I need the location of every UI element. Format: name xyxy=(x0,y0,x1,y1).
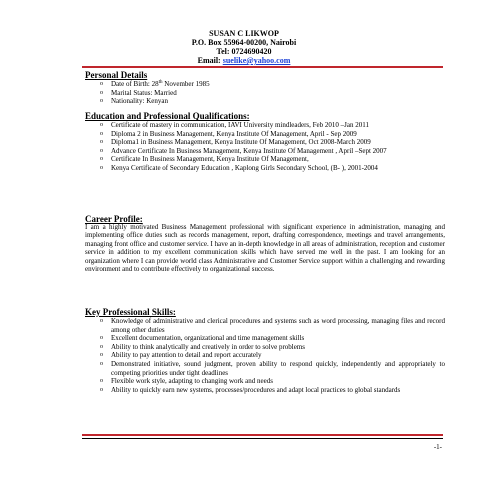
header-divider xyxy=(82,66,443,68)
personal-details-list xyxy=(100,80,445,106)
email-label: Email: xyxy=(197,56,221,65)
candidate-name: SUSAN C LIKWOP xyxy=(209,29,279,38)
skills-heading: Key Professional Skills: xyxy=(85,307,176,317)
email-link[interactable]: suelike@yahoo.com xyxy=(222,56,291,65)
list-item: o Certificate In Business Management, Kenya Institute Of Management, xyxy=(100,155,309,164)
education-list xyxy=(100,121,445,173)
list-item: o Marital Status: Married xyxy=(100,88,177,97)
education-heading: Education and Professional Qualifications: xyxy=(85,111,250,121)
list-item: o Knowledge of administrative and clerical procedures and systems such as word processing, managing files and record among other duties xyxy=(100,317,445,334)
bullet-icon: o xyxy=(100,386,103,393)
bullet-icon: o xyxy=(100,147,103,154)
list-item: o Diploma 2 in Business Management, Kenya Institute Of Management, April - Sep 2009 xyxy=(100,129,357,138)
career-profile-text: I am a highly motivated Business Management professional with significant experience in administration, managing and implementing office duties such as records management, report, drafting correspondence, meetings and travel arrangements, managing front office and customer service. I have an in-depth knowledge in all areas of administration, reception and customer service in addition to my excellent communication skills which have served me well in the past. I am looking for an organization where I can provide world class Administrative and Customer Service support within a challenging and rewarding environment and to contribute effectively to organizational success. xyxy=(85,223,445,274)
telephone: Tel: 0724690420 xyxy=(216,47,272,56)
footer-divider xyxy=(82,434,443,439)
bullet-icon: o xyxy=(100,81,103,87)
list-item: o Date of Birth: 28th November 1985 xyxy=(100,80,210,88)
bullet-icon: o xyxy=(100,318,103,324)
personal-details-heading: Personal Details xyxy=(85,70,148,80)
bullet-icon: o xyxy=(100,139,103,146)
postal-address: P.O. Box 55964-00200, Nairobi xyxy=(191,38,297,47)
bullet-icon: o xyxy=(100,360,103,367)
bullet-icon: o xyxy=(100,130,103,137)
list-item: o Demonstrated initiative, sound judgment, proven ability to respond quickly, independently and appropriately to competing priorities under tight deadlines xyxy=(100,359,445,377)
list-item: o Ability to pay attention to detail and report accurately xyxy=(100,351,262,360)
career-profile-heading: Career Profile: xyxy=(85,214,143,224)
bullet-icon: o xyxy=(100,378,103,385)
page-number: -1- xyxy=(433,443,442,451)
bullet-icon: o xyxy=(100,343,103,350)
list-item: o Ability to think analytically and creatively in order to solve problems xyxy=(100,342,306,351)
skills-list xyxy=(100,317,445,394)
bullet-icon: o xyxy=(100,164,103,171)
bullet-icon: o xyxy=(100,352,103,359)
bullet-icon: o xyxy=(100,156,103,163)
bullet-icon: o xyxy=(100,335,103,342)
list-item: o Certificate of mastery in communication, IAVI University mindleaders, Feb 2010 –Jan 2011 xyxy=(100,121,369,129)
list-item: o Flexible work style, adapting to changing work and needs xyxy=(100,377,273,386)
email-line xyxy=(0,56,488,65)
list-item: o Diploma1 in Business Management, Kenya Institute Of Management, Oct 2008-March 2009 xyxy=(100,138,371,147)
list-item: o Nationality: Kenyan xyxy=(100,97,168,106)
bullet-icon: o xyxy=(100,89,103,96)
list-item: o Excellent documentation, organizational and time management skills xyxy=(100,334,305,343)
list-item: o Advance Certificate In Business Management, Kenya Institute Of Management , April –Sept 2007 xyxy=(100,146,387,155)
list-item: o Ability to quickly earn new systems, processes/procedures and adapt local practices to global standards xyxy=(100,385,401,394)
bullet-icon: o xyxy=(100,122,103,128)
bullet-icon: o xyxy=(100,98,103,105)
list-item: o Kenya Certificate of Secondary Education , Kaplong Girls Secondary School, (B- ), 2001-2004 xyxy=(100,163,378,172)
